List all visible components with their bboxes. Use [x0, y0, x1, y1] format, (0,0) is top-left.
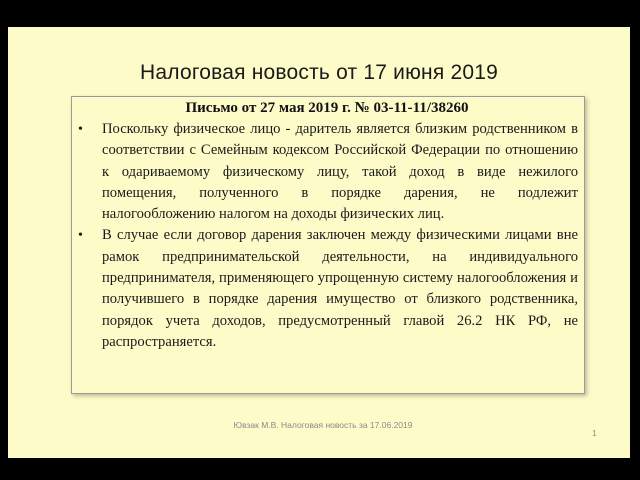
slide — [8, 27, 630, 458]
bullet-item-2 — [76, 225, 578, 353]
bullet-text-1: Поскольку физическое лицо - даритель является близким родственником в соответствии с Семейным кодексом Российской Федерации по отношению к одариваемому физическому лицу, такой доход в виде нежилого помещения, полученного в порядке дарения, не подлежит налогообложению налогом на доходы физических лиц. — [102, 121, 578, 223]
slide-title: Налоговая новость от 17 июня 2019 — [140, 61, 498, 84]
bullet-marker-icon: • — [78, 228, 83, 244]
footer-author: Ювзак М.В. Налоговая новость за 17.06.2019 — [233, 420, 413, 430]
page-number: 1 — [592, 428, 597, 438]
bullet-item-1 — [76, 119, 578, 225]
bullet-list — [76, 119, 578, 353]
letter-box — [71, 96, 585, 394]
bullet-marker-icon: • — [78, 122, 83, 137]
letter-heading: Письмо от 27 мая 2019 г. № 03-11-11/38260 — [185, 100, 469, 116]
bullet-text-2: В случае если договор дарения заключен между физическими лицами вне рамок предпринимательской деятельности, на индивидуального предпринимателя, применяющего упрощенную систему налогообложения и получившего в порядке дарения имущество от близкого родственника, порядок учета доходов, предусмотренный главой 26.2 НК РФ, не распространяется. — [102, 227, 578, 350]
